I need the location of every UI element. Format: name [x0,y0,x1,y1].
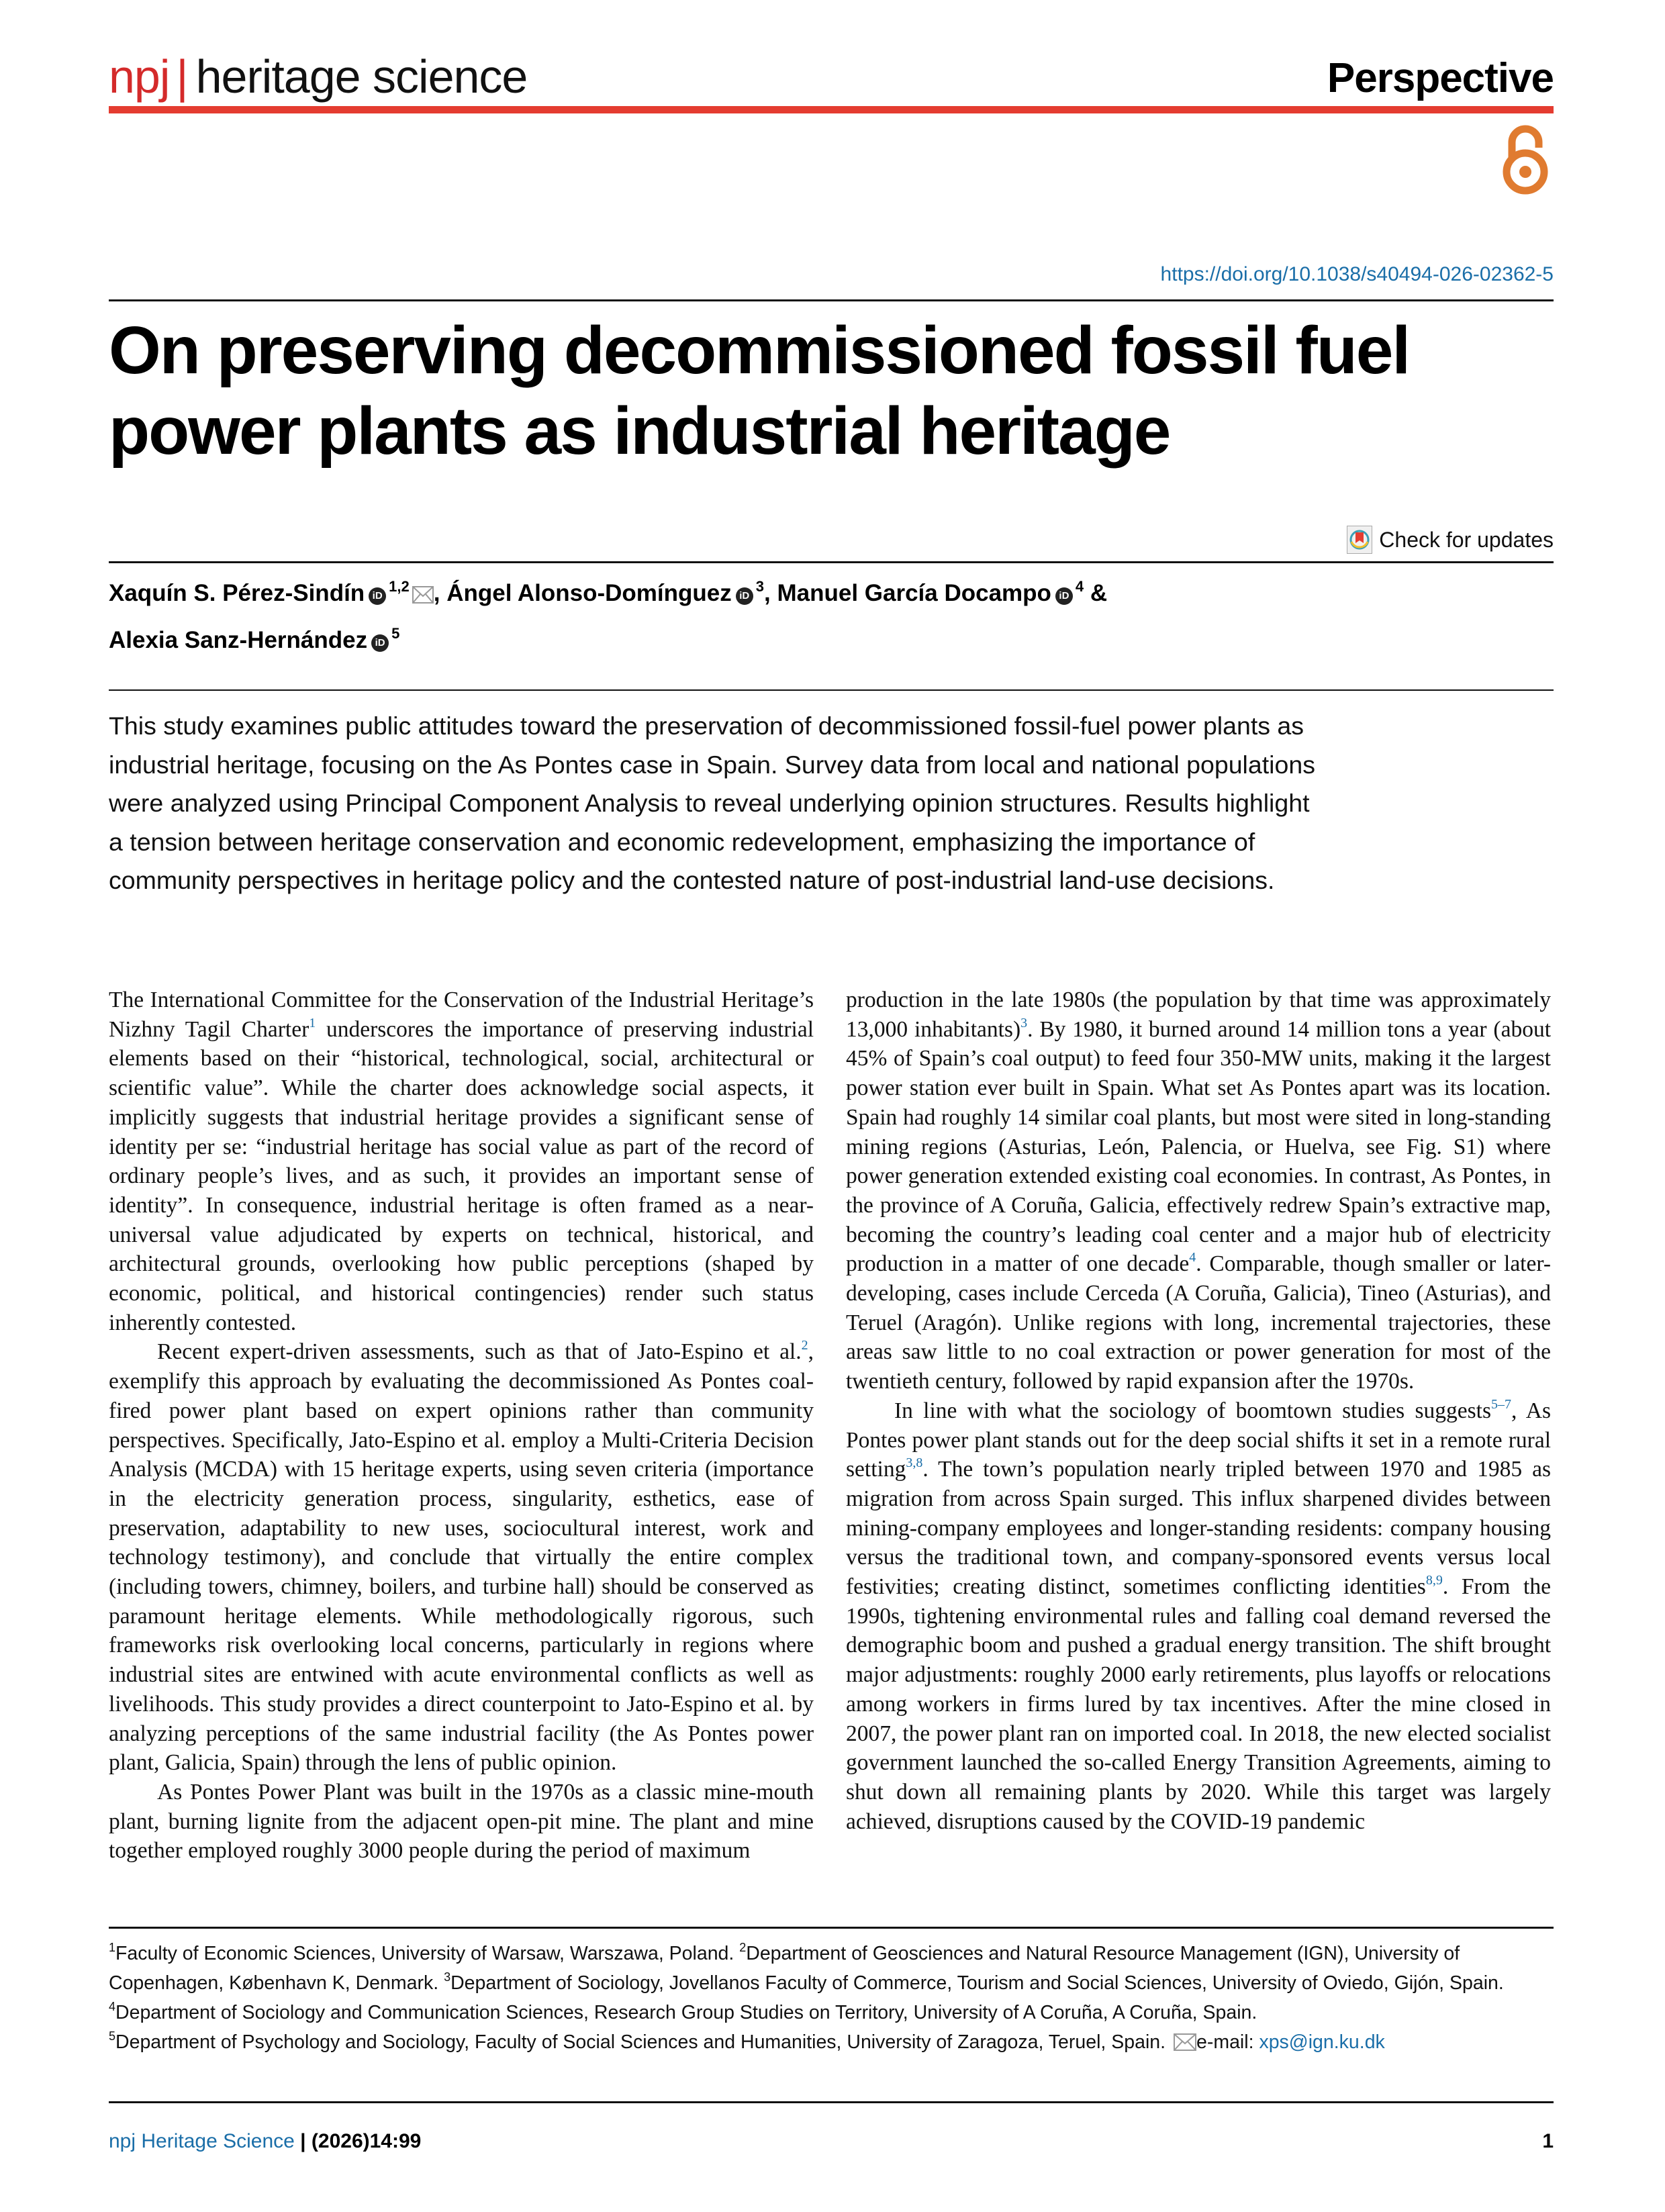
footer-journal-name[interactable]: npj Heritage Science [109,2130,295,2152]
email-label: e-mail: [1196,2031,1259,2053]
abstract-divider [109,689,1554,691]
paragraph: The International Committee for the Conservation of the Industrial Heritage’s Nizhny Tagil Charter$^1$ underscores the importance of preserving industrial elements based on their “historical, technological, social, architectural or scientific value”. While the charter does acknowledge social aspects, it implicitly suggests that industrial heritage provides a significant sense of identity per se: “industrial heritage has social value as part of the record of ordinary people’s lives, and as such, it provides an important sense of identity”. In consequence, industrial heritage is often framed as a near-universal value adjudicated by experts on technical, historical, and architectural grounds, overlooking how public perceptions (shaped by economic, political, and historical contingencies) render such status inherently contested. [109,988,814,1335]
paragraph: production in the late 1980s (the population by that time was approximately 13,000 inhabitants)$^3$. By 1980, it burned around 14 million tons a year (about 45% of Spain’s coal output) to feed four 350-MW units, making it the largest power station ever built in Spain. What set As Pontes apart was its location. Spain had roughly 14 similar coal plants, but most were sited in long-standing mining regions (Asturias, León, Palencia, or Huelva, see Fig. S1) where power generation extended existing coal economies. In contrast, As Pontes, in the province of A Coruña, Galicia, effectively redrew Spain’s extractive map, becoming the country’s leading coal center and a major hub of electricity production in a matter of one decade$^4$. Comparable, though smaller or later-developing, cases include Cerceda (A Coruña, Galicia), Tineo (Asturias), and Teruel (Aragón). Unlike regions with long, incremental trajectories, these areas saw little to no coal extraction or power generation for most of the twentieth century, followed by rapid expansion after the 1970s. [846,988,1551,1394]
citation-link[interactable]: 8,9 [1425,1573,1443,1588]
footer-divider [109,2101,1554,2103]
citation-link[interactable]: 5–7 [1491,1396,1511,1412]
author[interactable]: Ángel Alonso-Domínguez iD$^3$, [446,578,771,606]
affiliations-divider [109,1927,1554,1929]
logo-journal-name: heritage science [195,50,528,103]
doi-link[interactable]: https://doi.org/10.1038/s40494-026-02362-5 [1160,263,1554,285]
masthead [109,43,1554,110]
author[interactable]: Manuel García Docampo iD$^4$ & [777,578,1108,606]
citation-link[interactable]: 3,8 [906,1455,923,1471]
orcid-icon[interactable]: iD [369,587,386,605]
orcid-icon[interactable]: iD [371,634,389,652]
citation-link[interactable]: 2 [801,1338,808,1353]
check-for-updates-button[interactable] [1347,526,1554,554]
citation-link[interactable]: 4 [1189,1250,1196,1265]
logo-npj: npj [109,50,170,103]
article-title: On preserving decommissioned fossil fuel power plants as industrial heritage [109,313,1410,469]
page-number: 1 [1542,2130,1554,2152]
title-divider [109,299,1554,301]
paragraph: Recent expert-driven assessments, such as that of Jato-Espino et al.$^2$, exemplify this approach by evaluating the decommissioned As Pontes coal-fired power plant based on expert opinions rather than community perspectives. Specifically, Jato-Espino et al. employ a Multi-Criteria Decision Analysis (MCDA) with 15 heritage experts, using seven criteria (importance in the electricity generation process, singularity, esthetics, ease of preservation, adaptability to new uses, sociocultural interest, work and technology testimony), and conclude that virtually the entire complex (including towers, chimney, boilers, and turbine hall) should be conserved as paramount heritage elements. While methodologically rigorous, such frameworks risk overlooking local concerns, particularly in regions where industrial sites are entwined with acute environmental conflicts as well as livelihoods. This study provides a direct counterpoint to Jato-Espino et al. by analyzing perceptions of the same industrial facility (the As Pontes power plant, Galicia, Spain) through the lens of public opinion. [109,1338,814,1776]
author[interactable]: Xaquín S. Pérez-Sindín iD$^{1,2}$ , [109,580,440,606]
citation-link[interactable]: 1 [309,1015,316,1030]
envelope-icon[interactable] [412,577,434,615]
orcid-icon[interactable]: iD [736,587,753,605]
affiliations: $^1$Faculty of Economic Sciences, University of Warsaw, Warszawa, Poland. $^2$Department of Geosciences and Natural Resource Management (IGN), University of Copenhagen, København K, Denmark. $^3$Department of Sociology, Jovellanos Faculty of Commerce, Tourism and Social Sciences, University of Oviedo, Gijón, Spain. $^4$Department of Sociology and Communication Sciences, Research Group Studies on Territory, University of A Coruña, A Coruña, Spain. $^5$Department of Psychology and Sociology, Faculty of Social Sciences and Humanities, University of Zaragoza, Teruel, Spain. e-mail: xps@ign.ku.dk [109,1939,1559,2060]
footer-separator: | [294,2130,312,2152]
envelope-icon [1174,2030,1196,2060]
author-list [109,568,1559,659]
masthead-divider [109,106,1554,113]
abstract: This study examines public attitudes toward the preservation of decommissioned fossil-fuel power plants as industrial heritage, focusing on the As Pontes case in Spain. Survey data from local and national populations were analyzed using Principal Component Analysis to reveal underlying opinion structures. Results highlight a tension between heritage conservation and economic redevelopment, emphasizing the importance of community perspectives in heritage policy and the contested nature of post-industrial land-use decisions. [109,712,1315,894]
logo-separator: | [176,50,188,103]
journal-logo[interactable] [109,43,527,110]
article-type-label: Perspective [1327,55,1554,101]
author[interactable]: Alexia Sanz-Hernández iD$^5$ [109,625,400,653]
page-footer [109,2128,1554,2155]
orcid-icon[interactable]: iD [1055,587,1073,605]
body-column-right [846,985,1551,1836]
footer-volume: (2026)14:99 [311,2130,422,2152]
crossmark-icon [1347,526,1372,554]
email-link[interactable]: xps@ign.ku.dk [1259,2031,1385,2053]
body-column-left [109,985,814,1866]
open-access-lock-icon [1503,125,1548,195]
check-for-updates-label: Check for updates [1379,527,1554,552]
paragraph: In line with what the sociology of boomtown studies suggests$^{5-7}$, As Pontes power plant stands out for the deep social shifts it set in a remote rural setting$^{3,8}$. The town’s population nearly tripled between 1970 and 1985 as migration from across Spain surged. This influx sharpened divides between mining-company employees and longer-standing residents: company housing versus the traditional town, and company-sponsored events versus local festivities; creating distinct, sometimes conflicting identities$^{8,9}$. From the 1990s, tightening environmental rules and falling coal demand reversed the demographic boom and pushed a gradual energy transition. The shift brought major adjustments: roughly 2000 early retirements, plus layoffs or relocations among workers in firms lured by tax incentives. After the mine closed in 2007, the power plant ran on imported coal. In 2018, the new elected socialist government launched the so-called Energy Transition Agreements, aiming to shut down all remaining plants by 2020. While this target was largely achieved, disruptions caused by the COVID-19 pandemic [846,1396,1551,1834]
citation-link[interactable]: 3 [1020,1015,1028,1030]
paragraph: As Pontes Power Plant was built in the 1970s as a classic mine-mouth plant, burning lignite from the adjacent open-pit mine. The plant and mine together employed roughly 3000 people during the period of maximum [109,1779,814,1864]
authors-divider [109,561,1554,563]
